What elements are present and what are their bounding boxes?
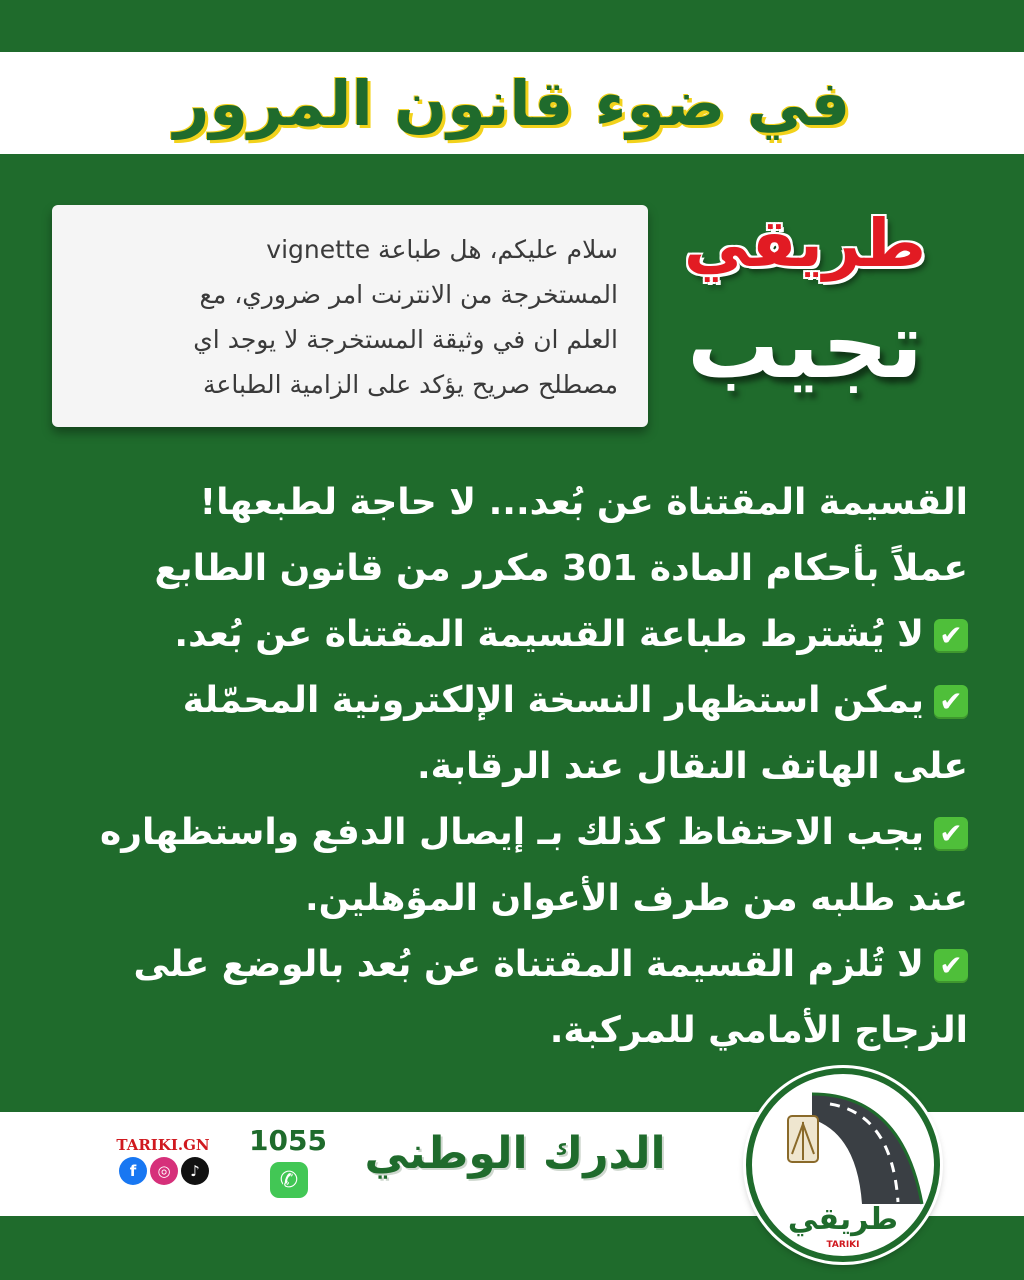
social-handle: TARIKI.GN bbox=[116, 1136, 210, 1154]
instagram-icon[interactable]: ◎ bbox=[150, 1157, 178, 1185]
point-text: يمكن استظهار النسخة الإلكترونية المحمّلة bbox=[182, 680, 924, 721]
header-band bbox=[0, 52, 1024, 154]
subheadline: عملاً بأحكام المادة 301 مكرر من قانون الطابع bbox=[154, 548, 968, 589]
point-2-cont: على الهاتف النقال عند الرقابة. bbox=[416, 746, 968, 787]
tariki-logo bbox=[746, 1068, 940, 1262]
brand-title-red: طريقي bbox=[683, 205, 927, 282]
brand-title-white: تجيب bbox=[687, 292, 923, 399]
point-4 bbox=[50, 932, 968, 998]
point-text: يجب الاحتفاظ كذلك بـ إيصال الدفع واستظهاره bbox=[99, 812, 924, 853]
logo-sub: TARIKI bbox=[826, 1240, 860, 1250]
point-2 bbox=[50, 668, 968, 734]
logo-label: طريقي bbox=[787, 1202, 899, 1237]
answer-body bbox=[50, 470, 968, 1064]
check-icon: ✔ bbox=[934, 619, 968, 653]
point-text: لا تُلزم القسيمة المقتناة عن بُعد بالوضع على bbox=[133, 944, 924, 985]
question-card bbox=[52, 205, 648, 427]
check-icon: ✔ bbox=[934, 685, 968, 719]
emblem-icon bbox=[788, 1116, 818, 1162]
page-title: في ضوء قانون المرور bbox=[173, 66, 851, 140]
organization-name: الدرك الوطني bbox=[364, 1128, 666, 1179]
point-4-cont: الزجاج الأمامي للمركبة. bbox=[549, 1010, 968, 1051]
whatsapp-icon[interactable]: ✆ bbox=[270, 1162, 308, 1198]
facebook-icon[interactable]: f bbox=[119, 1157, 147, 1185]
phone-number: 1055 bbox=[249, 1124, 327, 1157]
social-icons bbox=[116, 1156, 212, 1186]
point-text: لا يُشترط طباعة القسيمة المقتناة عن بُعد. bbox=[174, 614, 924, 655]
headline: القسيمة المقتناة عن بُعد... لا حاجة لطبعها! bbox=[199, 482, 968, 523]
point-1 bbox=[50, 602, 968, 668]
question-text: سلام عليكم، هل طباعة vignette المستخرجة من الانترنت امر ضروري، مع العلم ان في وثيقة المستخرجة لا يوجد اي مصطلح صريح يؤكد على الزامية الطباعة bbox=[193, 235, 618, 399]
top-green-band bbox=[0, 0, 1024, 52]
tiktok-icon[interactable]: ♪ bbox=[181, 1157, 209, 1185]
point-3-cont: عند طلبه من طرف الأعوان المؤهلين. bbox=[304, 878, 968, 919]
check-icon: ✔ bbox=[934, 949, 968, 983]
point-3 bbox=[50, 800, 968, 866]
check-icon: ✔ bbox=[934, 817, 968, 851]
